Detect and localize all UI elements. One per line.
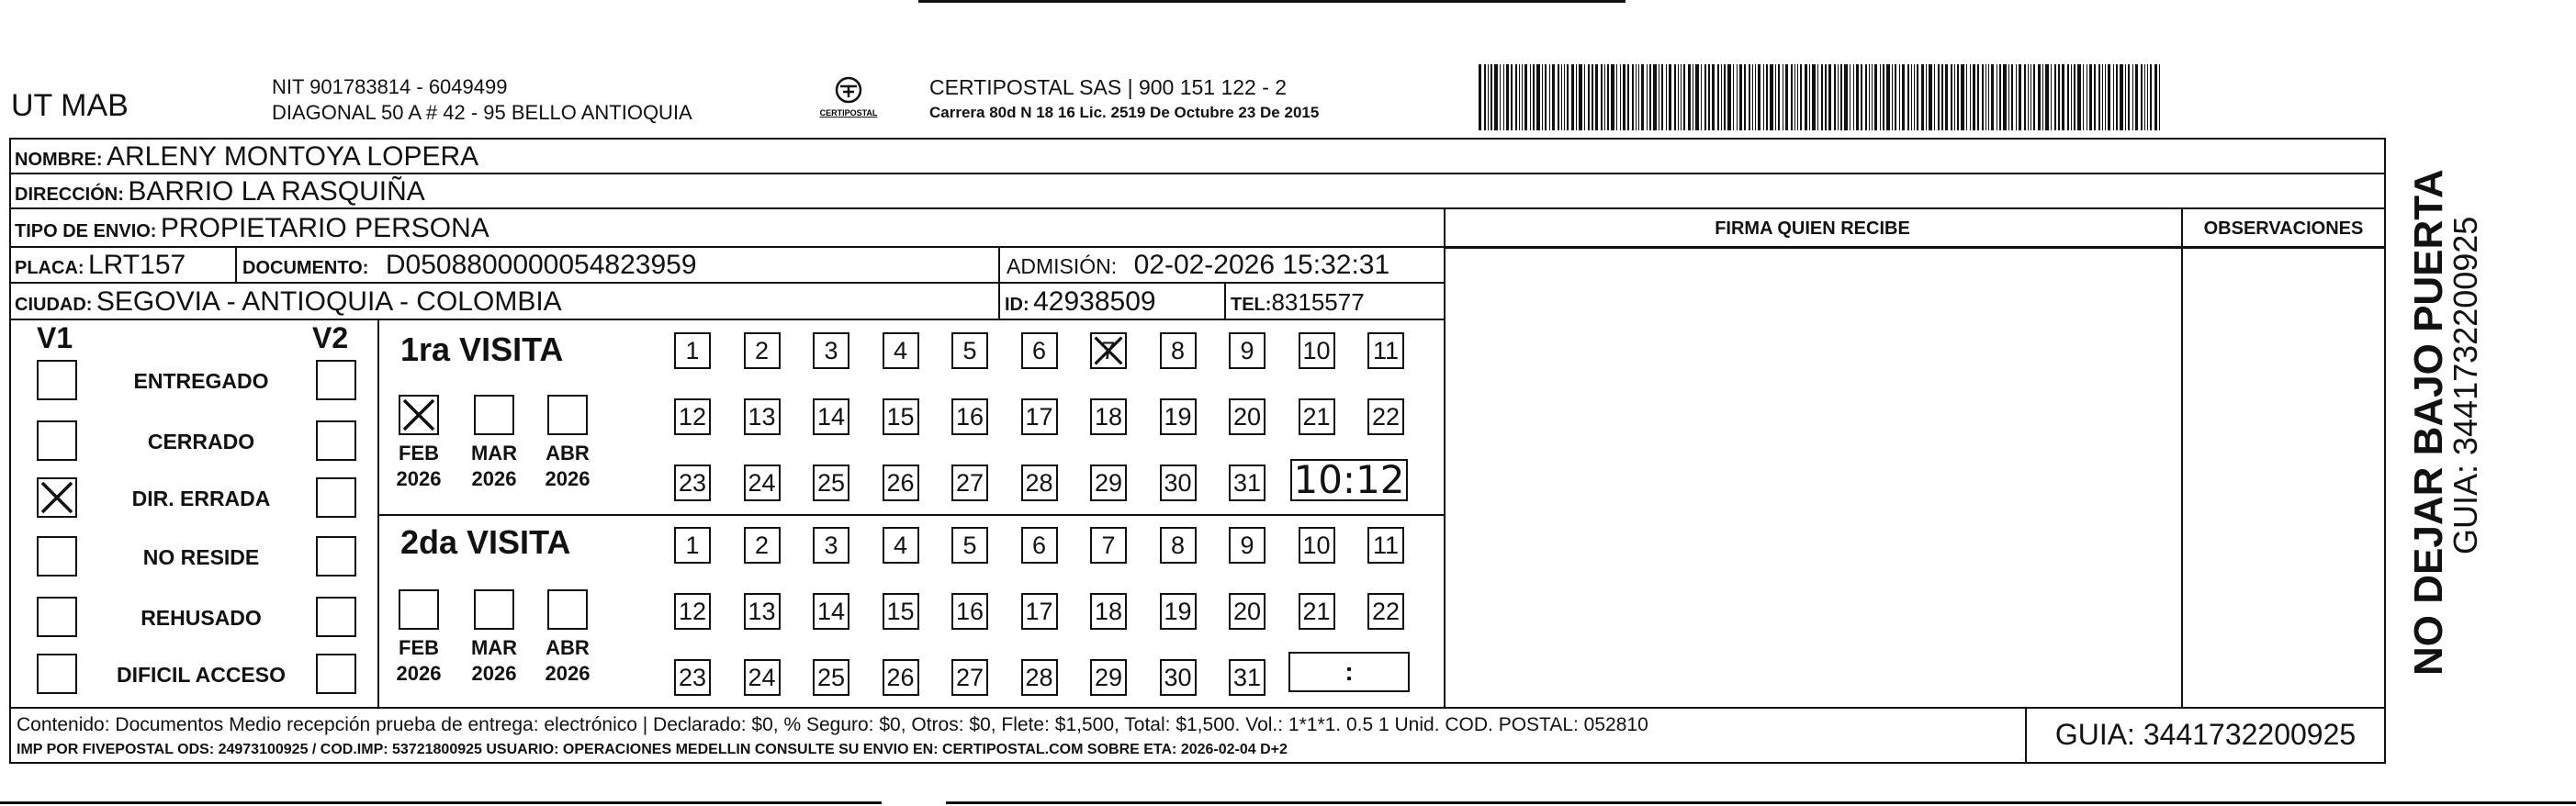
- footer-content: Contenido: Documentos Medio recepción prueba de entrega: electrónico | Declarado: $0, % Seguro: $0, Otros: $0, Flete: $1,500, Total: $1,500. Vol.: 1*1*1. 0.5 1 Unid. COD. POSTAL: 052810: [17, 714, 1648, 735]
- month-label: ABR 2026: [545, 442, 591, 490]
- day-number: 18: [1094, 598, 1123, 625]
- day-box[interactable]: [1090, 593, 1127, 630]
- day-number: 26: [886, 664, 915, 691]
- shipment-type: PROPIETARIO PERSONA: [160, 213, 489, 243]
- day-number: 20: [1232, 598, 1262, 625]
- day-number: 25: [816, 469, 846, 497]
- observations-header: OBSERVACIONES: [2203, 218, 2364, 239]
- day-number: 29: [1094, 469, 1123, 497]
- type-label: TIPO DE ENVIO:: [15, 221, 157, 241]
- day-box[interactable]: [1367, 527, 1404, 564]
- v2-checkbox[interactable]: [316, 597, 356, 637]
- day-box[interactable]: [1090, 527, 1127, 564]
- visit-divider: [377, 514, 1444, 516]
- month-checkbox[interactable]: [474, 395, 514, 435]
- company-name: CERTIPOSTAL SAS | 900 151 122 - 2: [929, 75, 1288, 99]
- day-box[interactable]: [1090, 332, 1127, 369]
- day-box[interactable]: [1229, 527, 1266, 564]
- day-box[interactable]: [674, 465, 711, 501]
- day-box[interactable]: [744, 593, 781, 630]
- day-number: 22: [1371, 403, 1400, 431]
- row-divider: [9, 207, 2386, 209]
- day-number: 1: [685, 532, 700, 559]
- status-label: NO RESIDE: [142, 545, 260, 569]
- day-number: 9: [1240, 532, 1254, 559]
- visit2-time-box: [1288, 652, 1410, 692]
- day-number: 16: [955, 598, 984, 625]
- day-number: 16: [955, 403, 984, 431]
- day-number: 7: [1101, 337, 1116, 364]
- day-number: 1: [685, 337, 700, 364]
- day-box[interactable]: [883, 398, 919, 435]
- day-box[interactable]: [674, 659, 711, 696]
- day-number: 18: [1094, 403, 1123, 431]
- day-box[interactable]: [951, 527, 988, 564]
- day-box[interactable]: [883, 527, 919, 564]
- v1-checkbox[interactable]: [37, 597, 77, 637]
- day-box[interactable]: [744, 398, 781, 435]
- document-value: D0508800000054823959: [385, 250, 697, 280]
- day-number: 15: [886, 598, 915, 625]
- day-number: 20: [1232, 403, 1262, 431]
- tel-divider: [1224, 282, 1226, 319]
- day-box[interactable]: [1090, 659, 1127, 696]
- day-number: 11: [1372, 337, 1400, 364]
- day-number: 12: [678, 598, 707, 625]
- city-label: CIUDAD:: [15, 295, 93, 315]
- day-box[interactable]: [1021, 465, 1058, 501]
- visit2-title: 2da VISITA: [400, 523, 571, 561]
- day-number: 19: [1164, 598, 1192, 625]
- v1-header: V1: [37, 321, 73, 354]
- day-number: 5: [962, 337, 977, 364]
- month-label: FEB 2026: [396, 636, 442, 685]
- visit1-time: 10:12: [1293, 457, 1405, 502]
- row-divider: [9, 319, 1444, 320]
- certipostal-logo: [812, 73, 885, 123]
- day-box[interactable]: [674, 527, 711, 564]
- side-warning: NO DEJAR BAJO PUERTA: [2406, 169, 2451, 676]
- tel-row: [1231, 288, 1365, 317]
- day-box[interactable]: [813, 332, 849, 369]
- signature-header: FIRMA QUIEN RECIBE: [1715, 218, 1910, 239]
- day-box[interactable]: [1229, 593, 1266, 630]
- status-column-right: [377, 319, 379, 707]
- day-box[interactable]: [813, 527, 849, 564]
- day-number: 30: [1164, 664, 1192, 691]
- day-number: 21: [1302, 403, 1331, 431]
- day-box[interactable]: [1021, 332, 1058, 369]
- day-box[interactable]: [1299, 332, 1335, 369]
- day-box[interactable]: [1160, 465, 1197, 501]
- day-box[interactable]: [951, 465, 988, 501]
- day-box[interactable]: [883, 593, 919, 630]
- v2-checkbox[interactable]: [316, 360, 356, 400]
- barcode: [1479, 64, 2165, 130]
- day-number: 7: [1101, 532, 1116, 559]
- day-number: 12: [678, 403, 707, 431]
- day-box[interactable]: [1021, 527, 1058, 564]
- status-label: CERRADO: [147, 430, 255, 453]
- address-row: [15, 176, 425, 207]
- day-box[interactable]: [1299, 527, 1335, 564]
- plate-divider: [235, 246, 237, 282]
- id-value: 42938509: [1033, 286, 1156, 317]
- day-number: 14: [816, 598, 846, 625]
- day-box[interactable]: [883, 465, 919, 501]
- name-row: [15, 141, 478, 173]
- sender-nit: NIT 901783814 - 6049499: [272, 75, 508, 98]
- day-number: 4: [893, 337, 908, 364]
- day-number: 27: [955, 469, 984, 497]
- day-box[interactable]: [1160, 659, 1197, 696]
- row-divider: [9, 282, 1444, 284]
- day-box[interactable]: [744, 527, 781, 564]
- row-divider: [9, 173, 2386, 174]
- day-number: 2: [754, 532, 770, 559]
- v2-header: V2: [312, 321, 349, 354]
- footer-print-info: IMP POR FIVEPOSTAL ODS: 24973100925 / COD.IMP: 53721800925 USUARIO: OPERACIONES MEDELLIN CONSULTE SU ENVIO EN: CERTIPOSTAL.COM SOBRE ETA: 2026-02-04 D+2: [17, 742, 1288, 757]
- day-box[interactable]: [1160, 527, 1197, 564]
- day-number: 21: [1302, 598, 1331, 625]
- city-value: SEGOVIA - ANTIOQUIA - COLOMBIA: [96, 286, 562, 317]
- day-box[interactable]: [744, 659, 781, 696]
- day-number: 29: [1094, 664, 1123, 691]
- month-checkbox[interactable]: [547, 589, 588, 630]
- day-box[interactable]: [744, 465, 781, 501]
- day-number: 15: [886, 403, 915, 431]
- v2-checkbox[interactable]: [316, 654, 356, 694]
- day-box[interactable]: [1229, 332, 1266, 369]
- v1-checkbox[interactable]: [37, 536, 77, 577]
- day-box[interactable]: [1229, 465, 1266, 501]
- id-row: [1005, 286, 1156, 318]
- day-box[interactable]: [951, 398, 988, 435]
- month-checkbox[interactable]: [474, 589, 514, 630]
- status-label: REHUSADO: [141, 606, 262, 630]
- plate-value: LRT157: [88, 250, 186, 280]
- admission-label: ADMISIÓN:: [1007, 254, 1118, 278]
- day-number: 26: [886, 469, 915, 497]
- day-number: 17: [1025, 403, 1053, 431]
- plate-row: [15, 250, 186, 281]
- svg-text:CERTIPOSTAL: CERTIPOSTAL: [819, 108, 878, 118]
- month-label: MAR 2026: [470, 442, 518, 490]
- day-box[interactable]: [813, 465, 849, 501]
- day-box[interactable]: [674, 398, 711, 435]
- day-box[interactable]: [1299, 398, 1335, 435]
- day-number: 13: [748, 403, 776, 431]
- visit1-time-box: [1290, 459, 1408, 501]
- day-number: 2: [754, 337, 770, 364]
- day-number: 10: [1302, 532, 1331, 559]
- day-number: 27: [955, 664, 984, 691]
- day-number: 25: [816, 664, 846, 691]
- v2-checkbox[interactable]: [316, 536, 356, 577]
- plate-label: PLACA:: [15, 258, 84, 278]
- v1-checkbox[interactable]: [37, 654, 77, 694]
- admission-row: [1007, 250, 1389, 281]
- city-row: [15, 286, 562, 318]
- month-checkbox[interactable]: [547, 395, 588, 435]
- day-number: 30: [1164, 469, 1192, 497]
- day-box[interactable]: [883, 332, 919, 369]
- day-box[interactable]: [883, 659, 919, 696]
- v1-checkbox[interactable]: [37, 420, 77, 461]
- day-number: 13: [748, 598, 776, 625]
- visit2-time: :: [1344, 657, 1354, 686]
- day-box[interactable]: [1090, 398, 1127, 435]
- month-label: MAR 2026: [470, 636, 518, 685]
- recipient-name: ARLENY MONTOYA LOPERA: [107, 141, 479, 172]
- day-number: 23: [678, 469, 707, 497]
- visit1-title: 1ra VISITA: [400, 330, 564, 368]
- day-number: 3: [824, 532, 838, 559]
- day-number: 5: [962, 532, 977, 559]
- day-box[interactable]: [1367, 593, 1404, 630]
- day-number: 24: [748, 469, 776, 497]
- day-box[interactable]: [1021, 398, 1058, 435]
- day-number: 19: [1164, 403, 1192, 431]
- address-label: DIRECCIÓN:: [15, 185, 124, 205]
- day-box[interactable]: [951, 659, 988, 696]
- month-label: ABR 2026: [545, 636, 591, 685]
- document-label: DOCUMENTO:: [242, 258, 369, 278]
- day-box[interactable]: [1021, 659, 1058, 696]
- day-box[interactable]: [813, 659, 849, 696]
- day-box[interactable]: [1299, 593, 1335, 630]
- sender-address: DIAGONAL 50 A # 42 - 95 BELLO ANTIOQUIA: [272, 101, 692, 124]
- day-box[interactable]: [1090, 465, 1127, 501]
- day-box[interactable]: [951, 332, 988, 369]
- month-checkbox[interactable]: [399, 395, 439, 435]
- v2-checkbox[interactable]: [316, 420, 356, 461]
- row-divider: [9, 707, 2386, 709]
- day-number: 22: [1371, 598, 1400, 625]
- day-box[interactable]: [1160, 398, 1197, 435]
- status-label: DIR. ERRADA: [131, 487, 271, 510]
- day-box[interactable]: [813, 593, 849, 630]
- side-guia: GUIA: 3441732200925: [2447, 216, 2484, 554]
- month-label: FEB 2026: [396, 442, 442, 490]
- admission-value: 02-02-2026 15:32:31: [1133, 250, 1390, 280]
- day-number: 3: [824, 337, 838, 364]
- id-label: ID:: [1005, 295, 1029, 315]
- signature-column-left: [1444, 207, 1445, 707]
- day-box[interactable]: [674, 593, 711, 630]
- day-number: 31: [1232, 469, 1262, 497]
- day-number: 8: [1170, 337, 1186, 364]
- day-number: 17: [1025, 598, 1053, 625]
- day-box[interactable]: [951, 593, 988, 630]
- day-number: 6: [1031, 337, 1047, 364]
- day-box[interactable]: [1229, 398, 1266, 435]
- name-label: NOMBRE:: [15, 150, 103, 170]
- day-box[interactable]: [744, 332, 781, 369]
- tel-value: 8315577: [1271, 288, 1365, 316]
- month-checkbox[interactable]: [399, 589, 439, 630]
- day-number: 6: [1031, 532, 1047, 559]
- admission-divider: [998, 246, 1000, 319]
- top-edge-mark: [918, 0, 1625, 3]
- v1-checkbox[interactable]: [37, 360, 77, 400]
- day-number: 14: [816, 403, 846, 431]
- day-number: 24: [748, 664, 776, 691]
- day-box[interactable]: [1367, 398, 1404, 435]
- tel-label: TEL:: [1231, 295, 1272, 315]
- recipient-address: BARRIO LA RASQUIÑA: [128, 176, 425, 207]
- status-label: ENTREGADO: [133, 369, 269, 393]
- status-label: DIFICIL ACCESO: [116, 663, 286, 687]
- day-box[interactable]: [1367, 332, 1404, 369]
- day-number: 4: [893, 532, 908, 559]
- day-number: 28: [1025, 469, 1053, 497]
- day-number: 10: [1302, 337, 1331, 364]
- day-box[interactable]: [1160, 332, 1197, 369]
- bottom-edge-mark-left: [0, 801, 882, 804]
- day-box[interactable]: [1229, 659, 1266, 696]
- document-row: [242, 250, 697, 281]
- footer-guia: GUIA: 3441732200925: [2054, 718, 2357, 751]
- day-number: 28: [1025, 664, 1053, 691]
- day-box[interactable]: [1021, 593, 1058, 630]
- observations-column-left: [2181, 207, 2183, 707]
- v1-checkbox[interactable]: [37, 477, 77, 518]
- column-header-divider: [1444, 246, 2386, 249]
- day-number: 23: [678, 664, 707, 691]
- type-row: [15, 213, 489, 244]
- sender-name: UT MAB: [11, 88, 129, 123]
- company-license: Carrera 80d N 18 16 Lic. 2519 De Octubre 23 De 2015: [929, 104, 1320, 121]
- day-number: 8: [1170, 532, 1186, 559]
- day-number: 31: [1232, 664, 1262, 691]
- day-number: 11: [1372, 532, 1400, 559]
- day-number: 9: [1240, 337, 1254, 364]
- v2-checkbox[interactable]: [316, 477, 356, 518]
- day-box[interactable]: [1160, 593, 1197, 630]
- day-box[interactable]: [813, 398, 849, 435]
- bottom-edge-mark-right: [946, 801, 2576, 804]
- day-box[interactable]: [674, 332, 711, 369]
